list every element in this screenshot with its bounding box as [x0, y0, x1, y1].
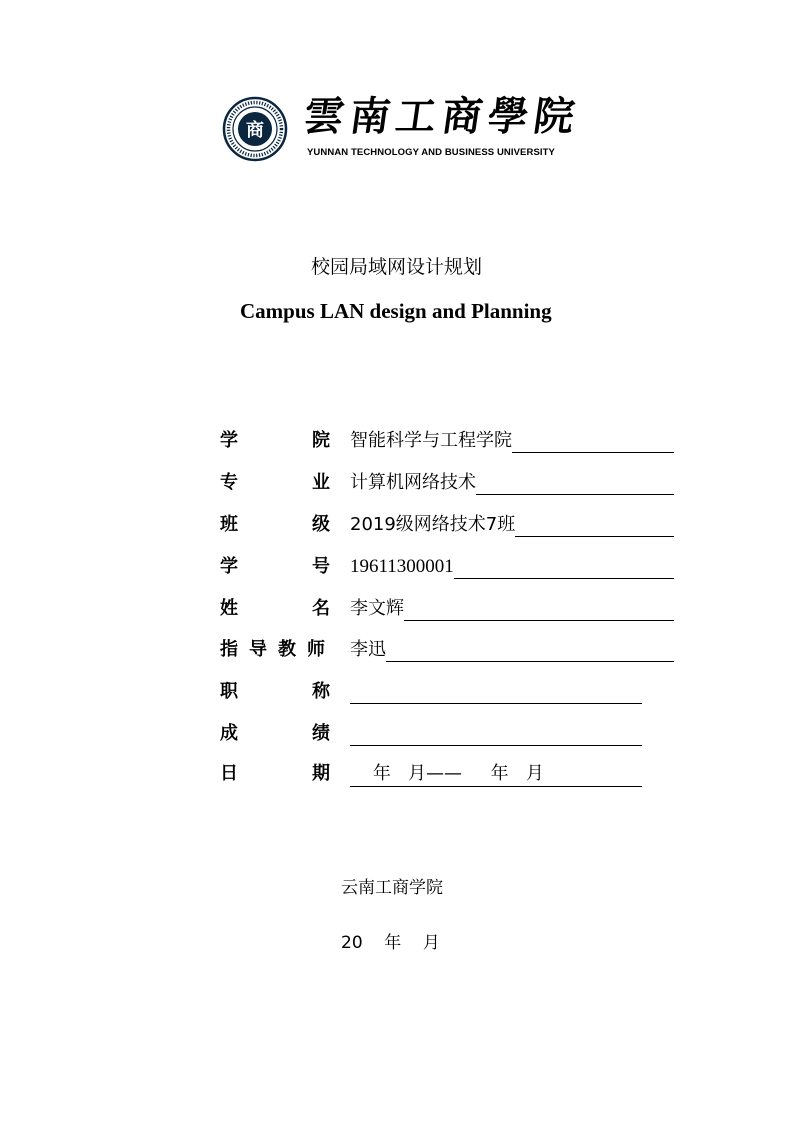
college-field [350, 429, 674, 453]
university-header [222, 95, 582, 165]
info-row-date [220, 762, 680, 792]
class-field [350, 513, 674, 537]
label-class-char2: 级 [312, 514, 330, 535]
info-row-college [220, 429, 680, 459]
class-value: 2019级网络技术7班 [350, 514, 516, 535]
label-grade-char1: 成 [220, 723, 238, 744]
info-row-class [220, 513, 680, 543]
label-major-char1: 专 [220, 472, 238, 493]
name-field [350, 597, 674, 621]
label-date-char2: 期 [312, 763, 330, 784]
label-student-id-char1: 学 [220, 556, 238, 577]
college-underline [512, 432, 674, 453]
college-value: 智能科学与工程学院 [350, 430, 512, 451]
label-title-char1: 职 [220, 681, 238, 702]
title-blank-line [350, 703, 642, 704]
university-seal-icon [222, 96, 288, 162]
thesis-title-english: Campus LAN design and Planning [240, 299, 552, 323]
info-row-grade [220, 722, 680, 752]
advisor-value: 李迅 [350, 639, 386, 660]
label-major-char2: 业 [312, 472, 330, 493]
label-grade-char2: 绩 [312, 723, 330, 744]
label-name-char1: 姓 [220, 598, 238, 619]
label-college-char1: 学 [220, 430, 238, 451]
advisor-underline [386, 641, 674, 662]
advisor-field [350, 638, 674, 662]
grade-blank-line [350, 745, 642, 746]
thesis-title-chinese [0, 252, 793, 279]
info-row-name [220, 597, 680, 627]
label-class-char1: 班 [220, 514, 238, 535]
seal-center-text: 商 [246, 120, 264, 141]
student-id-underline [454, 558, 674, 579]
university-english-name: YUNNAN TECHNOLOGY AND BUSINESS UNIVERSITY [307, 147, 555, 158]
major-underline [476, 474, 674, 495]
label-name-char2: 名 [312, 598, 330, 619]
thesis-title-chinese-text: 校园局域网设计规划 [310, 256, 482, 278]
label-college-char2: 院 [312, 430, 330, 451]
label-date-char1: 日 [220, 763, 238, 784]
student-id-value: 19611300001 [350, 556, 454, 577]
footer-date: 20 年 月 [341, 933, 440, 953]
university-logo-text: 雲南工商學院 [300, 93, 584, 140]
name-value: 李文辉 [350, 598, 404, 619]
info-row-advisor [220, 638, 680, 668]
major-field [350, 471, 674, 495]
info-row-major [220, 471, 680, 501]
info-row-student-id [220, 555, 680, 585]
info-row-title [220, 680, 680, 710]
class-underline [515, 516, 674, 537]
label-title-char2: 称 [312, 681, 330, 702]
label-student-id-char2: 号 [312, 556, 330, 577]
student-id-field [350, 555, 674, 579]
date-range-value: 年 月—— 年 月 [350, 762, 642, 787]
name-underline [404, 600, 674, 621]
label-advisor: 指导教师 [220, 639, 336, 660]
major-value: 计算机网络技术 [350, 472, 476, 493]
footer-university: 云南工商学院 [341, 878, 443, 898]
